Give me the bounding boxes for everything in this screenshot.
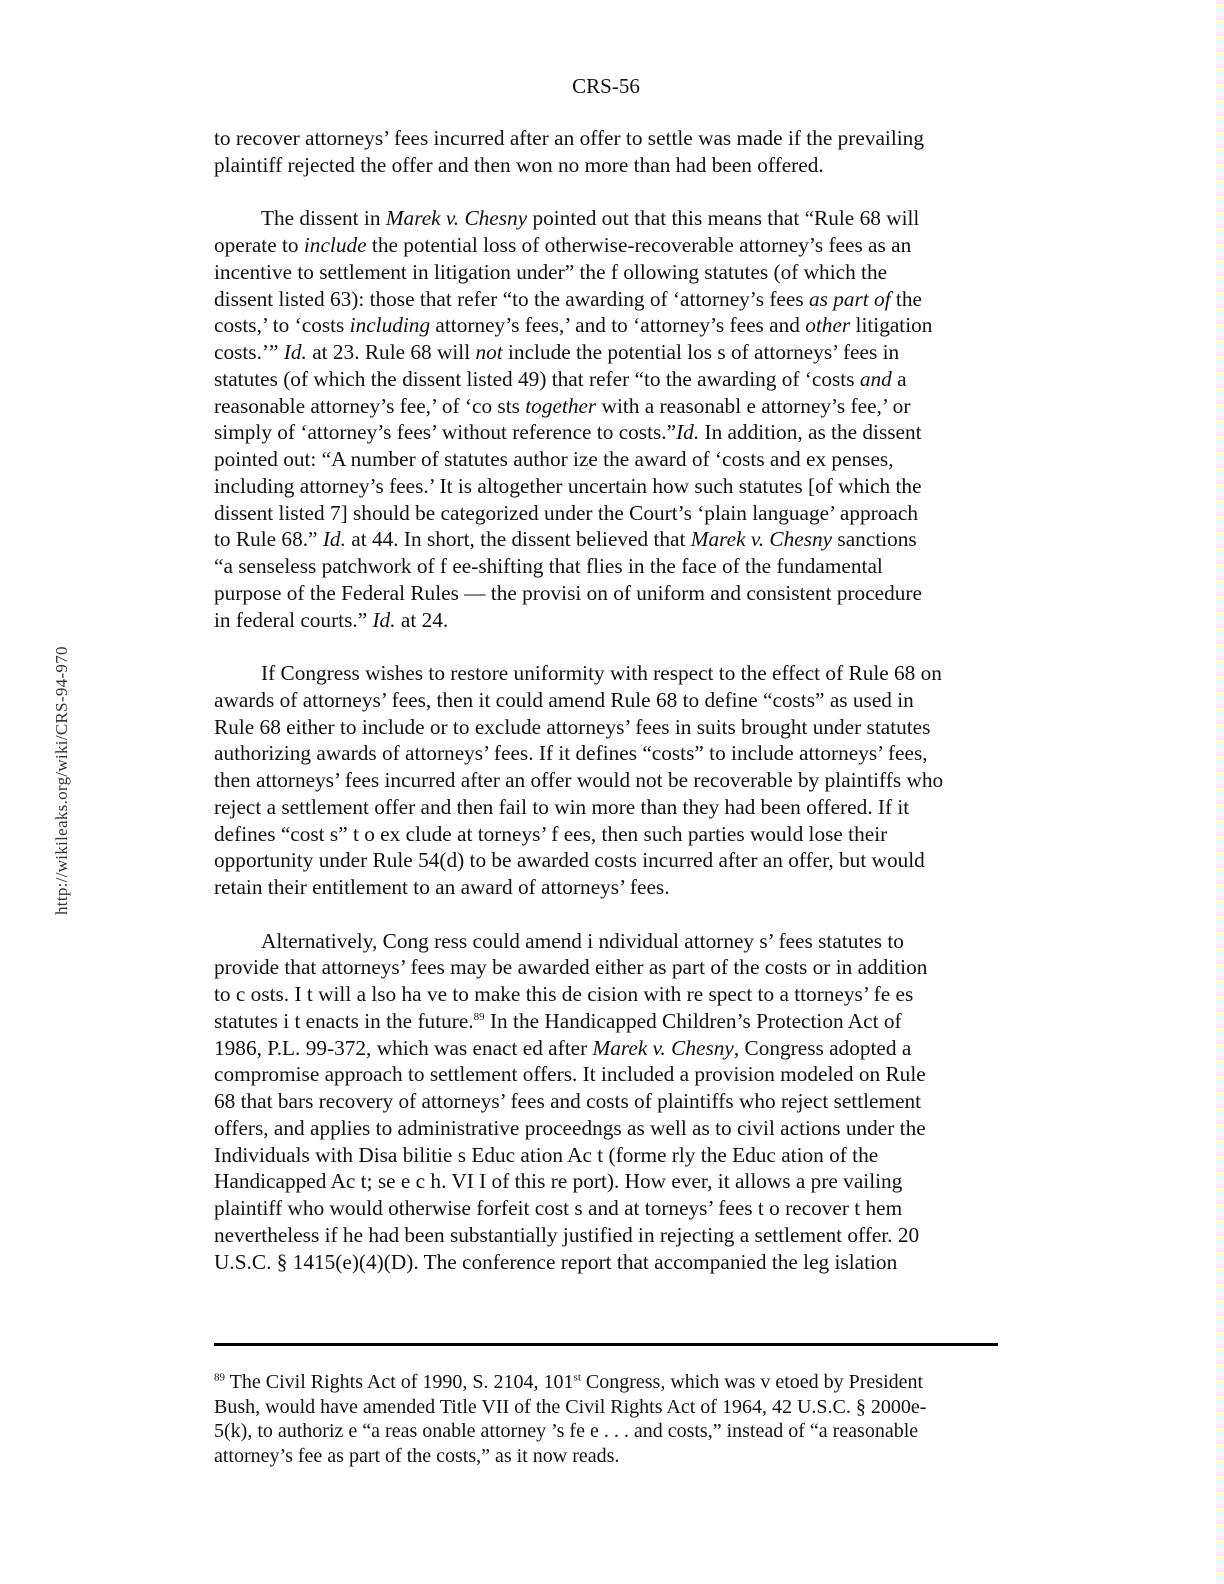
italic-citation: as part of bbox=[808, 286, 891, 311]
text-line: awards of attorneys’ fees, then it could amend Rule 68 to define “costs” as used in bbox=[214, 687, 914, 712]
text-line: purpose of the Federal Rules — the provisi on of uniform and consistent procedure bbox=[214, 580, 922, 605]
source-url-watermark: http://wikileaks.org/wiki/CRS-94-970 bbox=[52, 646, 71, 915]
text-line: U.S.C. § 1415(e)(4)(D). The conference report that accompanied the leg islation bbox=[214, 1249, 898, 1274]
italic-citation: and bbox=[859, 366, 892, 391]
text-line: 68 that bars recovery of attorneys’ fees and costs of plaintiffs who reject settlement bbox=[214, 1089, 922, 1113]
text-line: offers, and applies to administrative proceedngs as well as to civil actions under the bbox=[214, 1115, 926, 1140]
text-line: Individuals with Disa bilitie s Educ ation Ac t (forme rly the Educ ation of the bbox=[214, 1142, 879, 1167]
text-line: nevertheless if he had been substantially justified in rejecting a settlement offer. 20 bbox=[214, 1222, 920, 1247]
text-line: statutes i t enacts in the future.$^{89}$ In the Handicapped Children’s Protection Act of bbox=[214, 1008, 902, 1033]
footnote-line: $^{89}$ The Civil Rights Act of 1990, S. 2104, 101st Congress, which was v etoed by President bbox=[214, 1371, 924, 1393]
text-line: to c osts. I t will a lso ha ve to make this de cision with re spect to a ttorneys’ fe es bbox=[214, 982, 914, 1006]
italic-citation: including bbox=[349, 313, 431, 338]
text-line: The dissent in Marek v. Chesny pointed out that this means that “Rule 68 will bbox=[261, 206, 920, 231]
footnote-line: 5(k), to authoriz e “a reas onable attorney ’s fe e . . . and costs,” instead of “a reasonable bbox=[214, 1420, 919, 1442]
text-line: compromise approach to settlement offers. It included a provision modeled on Rule bbox=[214, 1062, 926, 1087]
superscript: st bbox=[573, 1371, 581, 1384]
italic-citation: Marek v. Chesny bbox=[690, 527, 833, 552]
footnote-line: Bush, would have amended Title VII of the Civil Rights Act of 1964, 42 U.S.C. § 2000e- bbox=[214, 1395, 927, 1418]
text-line: statutes (of which the dissent listed 49) that refer “to the awarding of ‘costs and a bbox=[214, 366, 907, 391]
paragraph-congress-uniformity bbox=[214, 660, 1004, 901]
text-line: authorizing awards of attorneys’ fees. If it defines “costs” to include attorneys’ fees, bbox=[214, 741, 928, 766]
paragraph-alternatively bbox=[214, 928, 1004, 1276]
text-line: to Rule 68.” Id. at 44. In short, the dissent believed that Marek v. Chesny sanctions bbox=[214, 527, 917, 552]
italic-citation: together bbox=[525, 393, 597, 418]
text-line: then attorneys’ fees incurred after an offer would not be recoverable by plaintiffs who bbox=[214, 768, 944, 792]
text-line: incentive to settlement in litigation under” the f ollowing statutes (of which the bbox=[214, 259, 888, 284]
text-line: dissent listed 7] should be categorized under the Court’s ‘plain language’ approach bbox=[214, 500, 918, 525]
paragraph-continuation bbox=[214, 125, 1004, 179]
text-line: operate to include the potential loss of otherwise-recoverable attorney’s fees as an bbox=[214, 233, 912, 257]
text-line: plaintiff who would otherwise forfeit cost s and at torneys’ fees t o recover t hem bbox=[214, 1196, 903, 1220]
italic-citation: other bbox=[805, 313, 851, 338]
text-line: Handicapped Ac t; se e c h. VI I of this re port). How ever, it allows a pre vailing bbox=[214, 1169, 903, 1194]
text-line: If Congress wishes to restore uniformity with respect to the effect of Rule 68 on bbox=[261, 661, 942, 685]
footnote-89 bbox=[214, 1370, 1004, 1468]
footnotes-section bbox=[214, 1370, 1004, 1468]
text-line: retain their entitlement to an award of attorneys’ fees. bbox=[214, 875, 670, 899]
italic-citation: Marek v. Chesny bbox=[385, 206, 528, 231]
superscript: 89 bbox=[473, 1010, 485, 1023]
text-line: Rule 68 either to include or to exclude attorneys’ fees in suits brought under statutes bbox=[214, 714, 931, 739]
text-line: defines “cost s” t o ex clude at torneys’ f ees, then such parties would lose their bbox=[214, 821, 888, 846]
superscript: 89 bbox=[214, 1371, 225, 1384]
text-line: dissent listed 63): those that refer “to the awarding of ‘attorney’s fees as part of the bbox=[214, 286, 922, 311]
document-body bbox=[214, 125, 1004, 1302]
footnote-line: attorney’s fee as part of the costs,” as it now reads. bbox=[214, 1444, 620, 1467]
text-line: 1986, P.L. 99-372, which was enact ed after Marek v. Chesny, Congress adopted a bbox=[214, 1035, 912, 1060]
italic-citation: not bbox=[475, 340, 503, 364]
page-number-header: CRS-56 bbox=[572, 74, 640, 98]
text-line: “a senseless patchwork of f ee-shifting that flies in the face of the fundamental bbox=[214, 554, 883, 578]
text-line: pointed out: “A number of statutes author ize the award of ‘costs and ex penses, bbox=[214, 447, 894, 471]
text-line: costs,’ to ‘costs including attorney’s fees,’ and to ‘attorney’s fees and other litigation bbox=[214, 313, 933, 338]
text-line: reject a settlement offer and then fail to win more than they had been offered. If it bbox=[214, 794, 910, 819]
text-line: plaintiff rejected the offer and then won no more than had been offered. bbox=[214, 152, 824, 177]
italic-citation: Id. bbox=[676, 420, 700, 445]
text-line: costs.’” Id. at 23. Rule 68 will not include the potential los s of attorneys’ fees in bbox=[214, 340, 900, 364]
text-line: opportunity under Rule 54(d) to be awarded costs incurred after an offer, but would bbox=[214, 848, 925, 873]
italic-citation: Id. bbox=[372, 607, 396, 632]
italic-citation: Id. bbox=[322, 527, 346, 552]
text-line: in federal courts.” Id. at 24. bbox=[214, 607, 449, 632]
italic-citation: Marek v. Chesny bbox=[592, 1035, 734, 1060]
italic-citation: include bbox=[303, 233, 367, 257]
scan-edge-strip bbox=[1216, 0, 1224, 1584]
text-line: simply of ‘attorney’s fees’ without reference to costs.”Id. In addition, as the dissent bbox=[214, 420, 922, 445]
text-line: Alternatively, Cong ress could amend i ndividual attorney s’ fees statutes to bbox=[261, 928, 904, 953]
text-line: reasonable attorney’s fee,’ of ‘co sts together with a reasonabl e attorney’s fee,’ or bbox=[214, 393, 911, 418]
italic-citation: Id. bbox=[283, 340, 307, 364]
footnote-divider bbox=[214, 1343, 998, 1346]
text-line: provide that attorneys’ fees may be awarded either as part of the costs or in addition bbox=[214, 955, 928, 980]
paragraph-dissent bbox=[214, 205, 1004, 633]
text-line: including attorney’s fees.’ It is altogether uncertain how such statutes [of which the bbox=[214, 473, 922, 498]
text-line: to recover attorneys’ fees incurred after an offer to settle was made if the prevailing bbox=[214, 126, 924, 150]
